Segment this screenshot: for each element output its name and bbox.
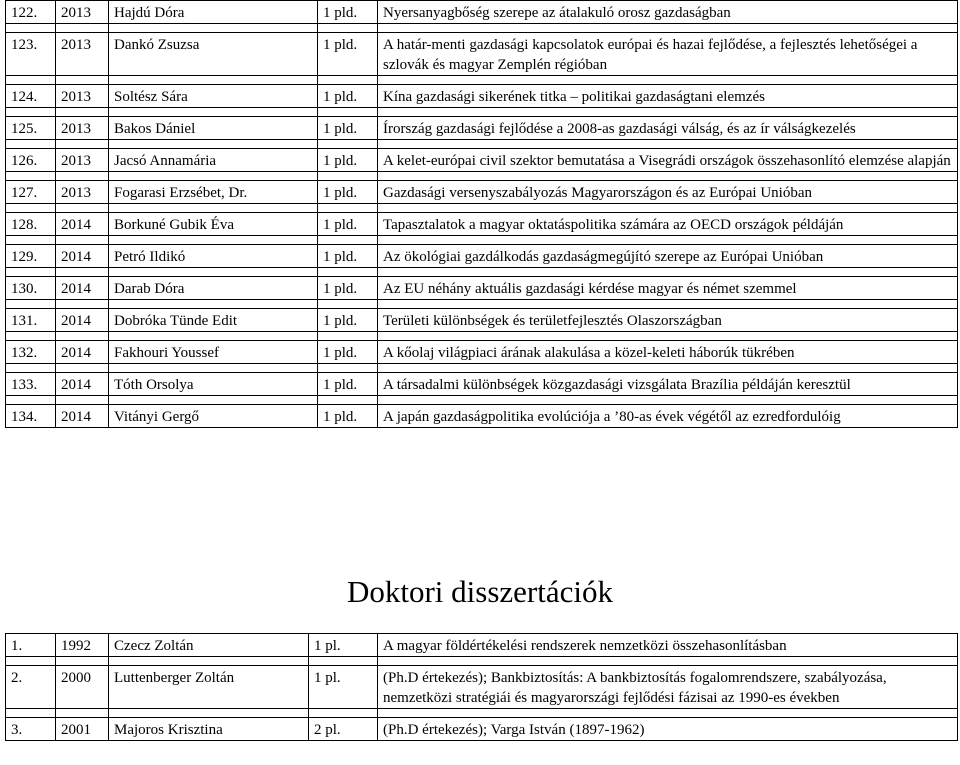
spacer-cell [6,24,56,33]
spacer-cell [378,140,958,149]
cell-name: Jacsó Annamária [109,149,318,172]
spacer-cell [318,364,378,373]
cell-num: 3. [6,718,56,741]
cell-qty: 1 pld. [318,1,378,24]
table-row [6,213,958,236]
spacer-cell [109,657,309,666]
row-spacer [6,709,958,718]
cell-qty: 1 pl. [309,666,378,709]
cell-num: 1. [6,634,56,657]
cell-num: 126. [6,149,56,172]
row-spacer [6,172,958,181]
spacer-cell [56,332,109,341]
spacer-cell [109,108,318,117]
spacer-cell [109,709,309,718]
spacer-cell [378,300,958,309]
spacer-cell [109,300,318,309]
cell-title: A magyar földértékelési rendszerek nemzetközi összehasonlításban [378,634,958,657]
cell-title: A határ-menti gazdasági kapcsolatok európai és hazai fejlődése, a fejlesztés lehetőségei a szlovák és magyar Zemplén régióban [378,33,958,76]
row-spacer [6,332,958,341]
cell-title: A kőolaj világpiaci árának alakulása a közel-keleti háborúk tükrében [378,341,958,364]
cell-qty: 1 pld. [318,181,378,204]
spacer-cell [318,396,378,405]
cell-name: Darab Dóra [109,277,318,300]
cell-qty: 1 pld. [318,85,378,108]
row-spacer [6,396,958,405]
cell-year: 2013 [56,149,109,172]
spacer-cell [109,364,318,373]
table-row [6,181,958,204]
cell-qty: 1 pld. [318,309,378,332]
table-row [6,666,958,709]
cell-num: 128. [6,213,56,236]
spacer-cell [309,709,378,718]
spacer-cell [109,24,318,33]
spacer-cell [309,657,378,666]
spacer-cell [6,172,56,181]
spacer-cell [109,140,318,149]
cell-name: Bakos Dániel [109,117,318,140]
spacer-cell [378,268,958,277]
table-row [6,373,958,396]
spacer-cell [378,236,958,245]
cell-name: Hajdú Dóra [109,1,318,24]
spacer-cell [378,364,958,373]
spacer-cell [6,268,56,277]
cell-title: Az ökológiai gazdálkodás gazdaságmegújító szerepe az Európai Unióban [378,245,958,268]
cell-year: 2014 [56,277,109,300]
section-heading: Doktori disszertációk [346,574,613,609]
spacer-cell [6,140,56,149]
spacer-cell [318,140,378,149]
doctoral-table [5,633,958,741]
table-row [6,341,958,364]
cell-qty: 1 pld. [318,373,378,396]
spacer-cell [318,236,378,245]
cell-num: 129. [6,245,56,268]
cell-num: 123. [6,33,56,76]
row-spacer [6,108,958,117]
spacer-cell [109,332,318,341]
row-spacer [6,236,958,245]
spacer-cell [6,204,56,213]
spacer-cell [56,76,109,85]
spacer-cell [109,76,318,85]
cell-num: 124. [6,85,56,108]
table-row [6,149,958,172]
spacer-cell [56,268,109,277]
cell-year: 2014 [56,213,109,236]
cell-name: Soltész Sára [109,85,318,108]
cell-num: 125. [6,117,56,140]
spacer-cell [56,108,109,117]
table-row [6,634,958,657]
cell-year: 2014 [56,245,109,268]
spacer-cell [318,268,378,277]
cell-title: Területi különbségek és területfejlesztés Olaszországban [378,309,958,332]
cell-year: 2014 [56,309,109,332]
table-row [6,33,958,76]
spacer-cell [378,204,958,213]
cell-year: 2014 [56,405,109,428]
cell-year: 2000 [56,666,109,709]
cell-year: 2013 [56,85,109,108]
spacer-cell [6,364,56,373]
spacer-cell [6,76,56,85]
cell-num: 122. [6,1,56,24]
spacer-cell [378,332,958,341]
cell-qty: 1 pld. [318,277,378,300]
spacer-cell [6,332,56,341]
spacer-cell [378,24,958,33]
table-row [6,309,958,332]
spacer-cell [56,236,109,245]
cell-name: Borkuné Gubik Éva [109,213,318,236]
row-spacer [6,24,958,33]
row-spacer [6,76,958,85]
spacer-cell [378,396,958,405]
row-spacer [6,364,958,373]
table-row [6,405,958,428]
spacer-cell [56,657,109,666]
spacer-cell [56,396,109,405]
spacer-cell [109,204,318,213]
table-row [6,277,958,300]
cell-name: Fogarasi Erzsébet, Dr. [109,181,318,204]
spacer-cell [56,204,109,213]
cell-name: Czecz Zoltán [109,634,309,657]
spacer-cell [109,172,318,181]
spacer-cell [378,76,958,85]
cell-name: Petró Ildikó [109,245,318,268]
cell-name: Tóth Orsolya [109,373,318,396]
spacer-cell [109,396,318,405]
spacer-cell [378,657,958,666]
cell-qty: 1 pld. [318,117,378,140]
cell-qty: 1 pl. [309,634,378,657]
cell-num: 2. [6,666,56,709]
theses-table-body [6,1,958,428]
spacer-cell [318,108,378,117]
cell-qty: 1 pld. [318,149,378,172]
spacer-cell [6,108,56,117]
cell-title: Gazdasági versenyszabályozás Magyarországon és az Európai Unióban [378,181,958,204]
cell-name: Majoros Krisztina [109,718,309,741]
cell-name: Dobróka Tünde Edit [109,309,318,332]
cell-title: Tapasztalatok a magyar oktatáspolitika számára az OECD országok példáján [378,213,958,236]
cell-num: 132. [6,341,56,364]
cell-title: (Ph.D értekezés); Varga István (1897-1962) [378,718,958,741]
cell-name: Dankó Zsuzsa [109,33,318,76]
cell-name: Vitányi Gergő [109,405,318,428]
spacer-cell [318,204,378,213]
cell-title: A japán gazdaságpolitika evolúciója a ’80-as évek végétől az ezredfordulóig [378,405,958,428]
cell-title: Kína gazdasági sikerének titka – politikai gazdaságtani elemzés [378,85,958,108]
spacer-cell [318,76,378,85]
spacer-cell [56,364,109,373]
cell-qty: 1 pld. [318,405,378,428]
cell-qty: 1 pld. [318,341,378,364]
cell-title: Nyersanyagbőség szerepe az átalakuló orosz gazdaságban [378,1,958,24]
cell-title: Írország gazdasági fejlődése a 2008-as gazdasági válság, és az ír válságkezelés [378,117,958,140]
table-row [6,1,958,24]
row-spacer [6,268,958,277]
cell-title: A társadalmi különbségek közgazdasági vizsgálata Brazília példáján keresztül [378,373,958,396]
theses-table [5,0,958,428]
row-spacer [6,204,958,213]
spacer-cell [56,24,109,33]
cell-title: (Ph.D értekezés); Bankbiztosítás: A bankbiztosítás fogalomrendszere, szabályozása, nemzetközi stratégiái és magyarországi fejlődési fázisai az 1990-es években [378,666,958,709]
table-row [6,117,958,140]
cell-year: 2013 [56,117,109,140]
table-row [6,245,958,268]
spacer-cell [318,172,378,181]
spacer-cell [378,709,958,718]
cell-qty: 2 pl. [309,718,378,741]
spacer-cell [6,396,56,405]
cell-year: 2013 [56,181,109,204]
spacer-cell [109,268,318,277]
cell-qty: 1 pld. [318,33,378,76]
spacer-cell [378,172,958,181]
doctoral-table-body [6,634,958,741]
row-spacer [6,140,958,149]
spacer-cell [318,24,378,33]
spacer-cell [109,236,318,245]
cell-year: 1992 [56,634,109,657]
spacer-cell [378,108,958,117]
cell-title: A kelet-európai civil szektor bemutatása a Visegrádi országok összehasonlító elemzése alapján [378,149,958,172]
row-spacer [6,300,958,309]
cell-year: 2013 [56,1,109,24]
cell-name: Luttenberger Zoltán [109,666,309,709]
spacer-cell [318,332,378,341]
spacer-cell [6,236,56,245]
cell-num: 131. [6,309,56,332]
cell-qty: 1 pld. [318,245,378,268]
cell-year: 2013 [56,33,109,76]
cell-title: Az EU néhány aktuális gazdasági kérdése magyar és német szemmel [378,277,958,300]
cell-year: 2014 [56,373,109,396]
cell-num: 127. [6,181,56,204]
spacer-cell [6,300,56,309]
cell-num: 130. [6,277,56,300]
table-row [6,718,958,741]
cell-year: 2001 [56,718,109,741]
cell-num: 133. [6,373,56,396]
cell-qty: 1 pld. [318,213,378,236]
spacer-cell [56,140,109,149]
cell-year: 2014 [56,341,109,364]
spacer-cell [56,300,109,309]
spacer-cell [6,657,56,666]
spacer-cell [318,300,378,309]
cell-num: 134. [6,405,56,428]
spacer-cell [56,709,109,718]
cell-name: Fakhouri Youssef [109,341,318,364]
spacer-cell [56,172,109,181]
row-spacer [6,657,958,666]
table-row [6,85,958,108]
spacer-cell [6,709,56,718]
